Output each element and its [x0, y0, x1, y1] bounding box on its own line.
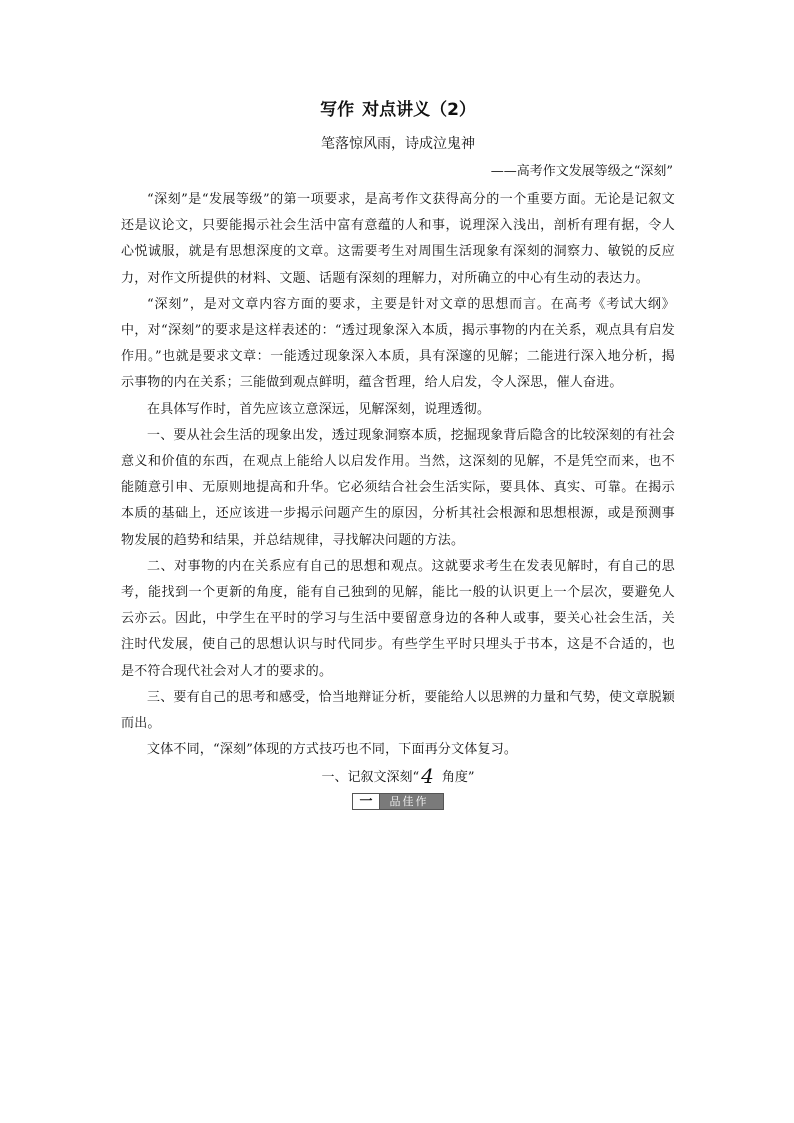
paragraph-transition: 文体不同，“深刻”体现的方式技巧也不同，下面再分文体复习。	[147, 742, 518, 758]
paragraph-intro: “深刻”是“发展等级”的第一项要求，是高考作文获得高分的一个重要方面。无论是记叙文还是议论文，只要能揭示社会生活中富有意蕴的人和事，说理深入浅出，剖析有理有据，令人心悦诚服，就是有思想深度的文章。这需要考生对周围生活现象有深刻的洞察力、敏锐的反应力，对作文所提供的材料、文题、话题有深刻的理解力，对所确立的中心有生动的表达力。	[121, 192, 675, 286]
paragraph-point-1: 一、要从社会生活的现象出发，透过现象洞察本质，挖掘现象背后隐含的比较深刻的有社会意义和价值的东西，在观点上能给人以启发作用。当然，这深刻的见解，不是凭空而来，也不能随意引申、无原则地提高和升华。它必须结合社会生活实际，要具体、真实、可靠。在揭示本质的基础上，还应该进一步揭示问题产生的原因，分析其社会根源和思想根源，或是预测事物发展的趋势和结果，并总结规律，寻找解决问题的方法。	[121, 427, 676, 548]
section-heading-suffix: 角度”	[441, 770, 475, 786]
paragraph-definition: “深刻”，是对文章内容方面的要求，主要是针对文章的思想而言。在高考《考试大纲》中，对“深刻”的要求是这样表述的：“透过现象深入本质，揭示事物的内在关系，观点具有启发作用。”也就是要求文章：一能透过现象深入本质，具有深邃的见解；二能进行深入地分析，揭示事物的内在关系；三能做到观点鲜明，蕴含哲理，给人启发，令人深思，催人奋进。	[121, 296, 675, 391]
section-heading-number: 4	[421, 764, 434, 789]
page-title	[121, 98, 675, 122]
paragraph-point-2: 二、对事物的内在关系应有自己的思想和观点。这就要求考生在发表见解时，有自己的思考，能找到一个更新的角度，能有自己独到的见解，能比一般的认识更上一个层次，要避免人云亦云。因此，中学生在平时的学习与生活中要留意身边的各种人或事，要关心社会生活，关注时代发展，使自己的思想认识与时代同步。有些学生平时只埋头于书本，这是不合适的，也是不符合现代社会对人才的要求的。	[121, 558, 675, 679]
byline: ——高考作文发展等级之“深刻”	[490, 164, 673, 179]
paragraph-approach: 在具体写作时，首先应该立意深远，见解深刻，说理透彻。	[147, 401, 491, 417]
paragraph-point-3: 三、要有自己的思考和感受，恰当地辩证分析，要能给人以思辨的力量和气势，使文章脱颖而出。	[121, 689, 676, 732]
badge-container	[121, 790, 675, 810]
document-page	[121, 98, 675, 810]
title-part1: 写作	[320, 100, 355, 120]
section-badge	[352, 793, 443, 810]
badge-number: 一	[353, 794, 379, 809]
title-part2: 对点讲义（2）	[362, 100, 476, 120]
badge-label: 品佳作	[389, 795, 429, 809]
subtitle: 笔落惊风雨，诗成泣鬼神	[321, 136, 475, 152]
section-heading	[121, 763, 675, 789]
section-heading-prefix: 一、记叙文深刻“	[321, 770, 420, 786]
